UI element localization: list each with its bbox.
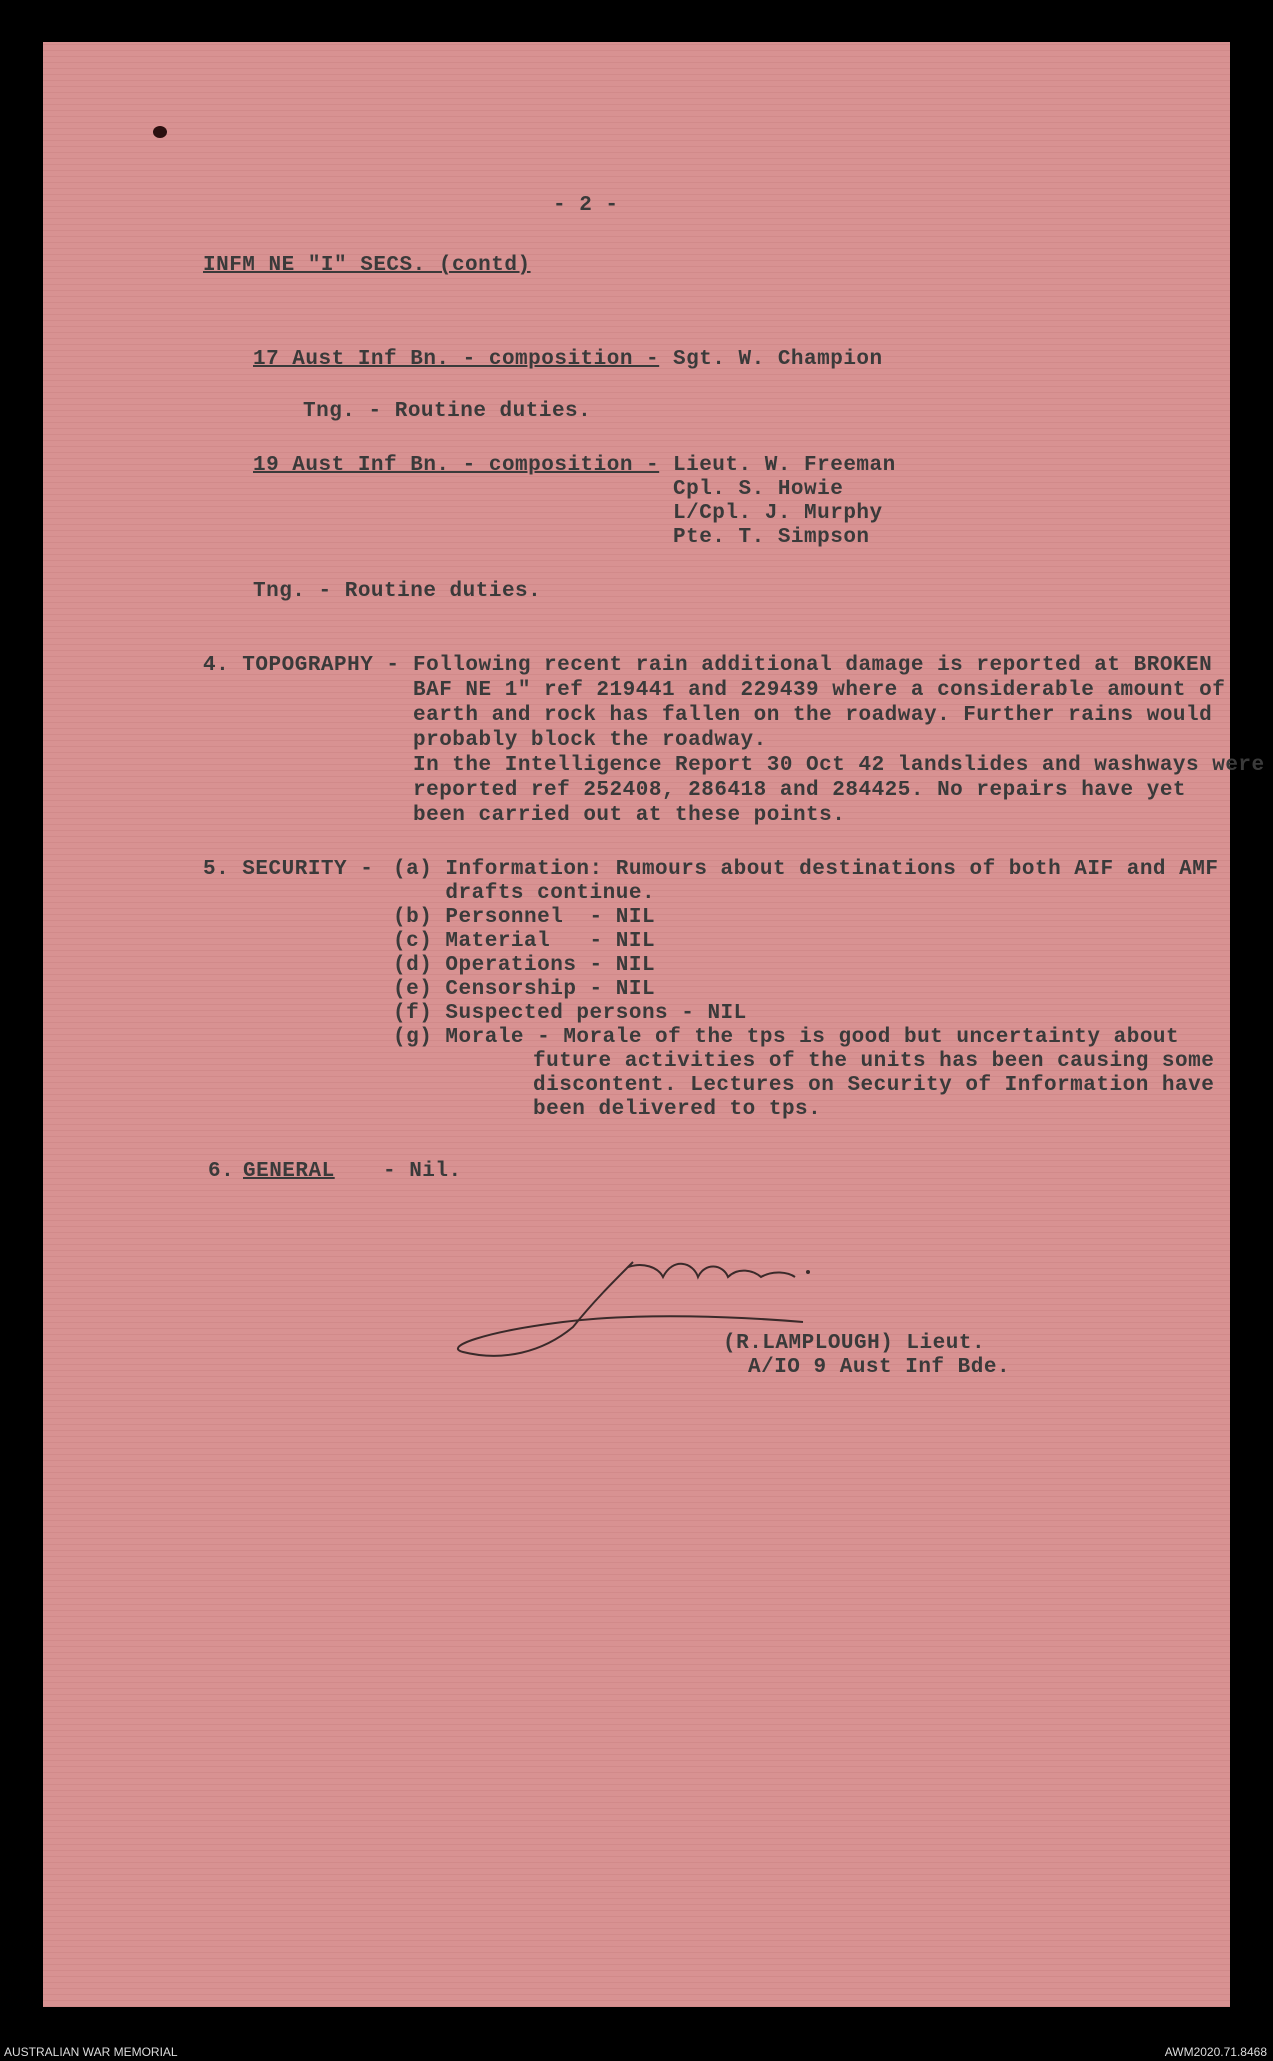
- security-item: (g) Morale - Morale of the tps is good but uncertainty about: [393, 1026, 1180, 1049]
- unit-17-member: Sgt. W. Champion: [673, 348, 883, 371]
- section-heading: INFM NE "I" SECS. (contd): [203, 254, 531, 277]
- topography-line: been carried out at these points.: [413, 804, 846, 827]
- general-label: GENERAL: [243, 1160, 335, 1183]
- footer-left: AUSTRALIAN WAR MEMORIAL: [4, 2045, 178, 2059]
- unit-19-member: L/Cpl. J. Murphy: [673, 502, 883, 525]
- security-item: (d) Operations - NIL: [393, 954, 656, 977]
- topography-line: BAF NE 1" ref 219441 and 229439 where a considerable amount of: [413, 679, 1226, 702]
- unit-17-label: 17 Aust Inf Bn. - composition -: [253, 348, 660, 371]
- page-number: - 2 -: [553, 194, 619, 217]
- morale-line: been delivered to tps.: [533, 1098, 822, 1121]
- security-item: (b) Personnel - NIL: [393, 906, 656, 929]
- unit-19-label: 19 Aust Inf Bn. - composition -: [253, 454, 660, 477]
- unit-17-training: Tng. - Routine duties.: [303, 400, 592, 423]
- topography-line: In the Intelligence Report 30 Oct 42 landslides and washways were: [413, 754, 1265, 777]
- topography-line: Following recent rain additional damage is reported at BROKEN: [413, 654, 1213, 677]
- security-item: (e) Censorship - NIL: [393, 978, 656, 1001]
- security-item: (c) Material - NIL: [393, 930, 656, 953]
- security-item: drafts continue.: [393, 882, 656, 905]
- security-item: (a) Information: Rumours about destinations of both AIF and AMF: [393, 858, 1219, 881]
- general-num: 6.: [208, 1160, 235, 1183]
- morale-line: discontent. Lectures on Security of Information have: [533, 1074, 1215, 1097]
- security-item: (f) Suspected persons - NIL: [393, 1002, 747, 1025]
- security-label: 5. SECURITY -: [203, 858, 374, 881]
- topography-label: 4. TOPOGRAPHY -: [203, 654, 400, 677]
- document-page: [43, 42, 1265, 2007]
- morale-line: future activities of the units has been causing some: [533, 1050, 1215, 1073]
- unit-19-member: Pte. T. Simpson: [673, 526, 870, 549]
- footer-right: AWM2020.71.8468: [1164, 2045, 1267, 2059]
- topography-line: probably block the roadway.: [413, 729, 767, 752]
- signatory-name: (R.LAMPLOUGH) Lieut.: [723, 1332, 986, 1355]
- general-value: - Nil.: [383, 1160, 462, 1183]
- unit-19-member: Lieut. W. Freeman: [673, 454, 896, 477]
- unit-19-training: Tng. - Routine duties.: [253, 580, 542, 603]
- unit-19-member: Cpl. S. Howie: [673, 478, 844, 501]
- punch-hole: [153, 126, 167, 138]
- signatory-title: A/IO 9 Aust Inf Bde.: [748, 1356, 1011, 1379]
- topography-line: earth and rock has fallen on the roadway. Further rains would: [413, 704, 1213, 727]
- topography-line: reported ref 252408, 286418 and 284425. No repairs have yet: [413, 779, 1187, 802]
